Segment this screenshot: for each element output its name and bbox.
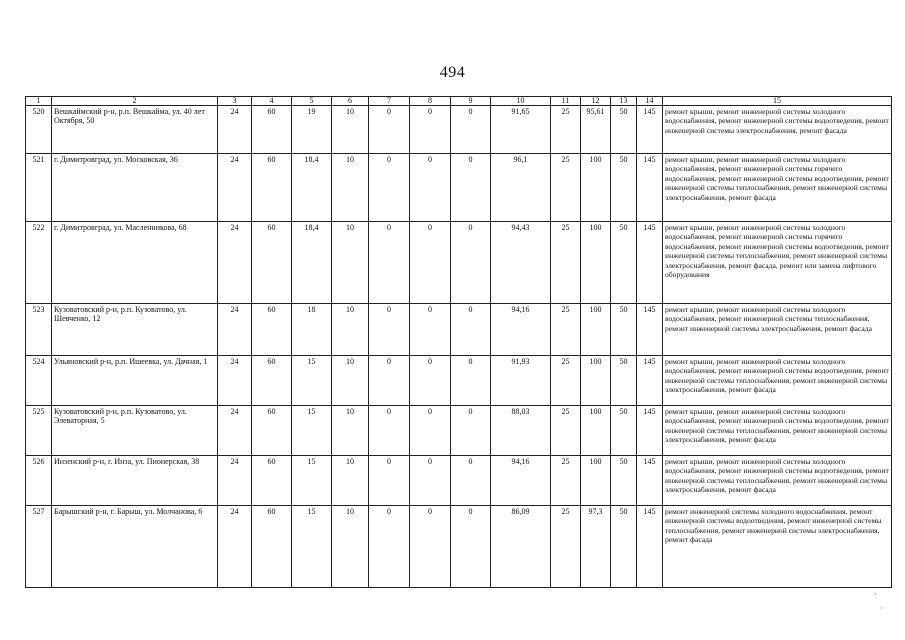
- table-row: [26, 456, 892, 506]
- value-cell: 0: [410, 106, 451, 154]
- col-header: 13: [611, 97, 637, 106]
- value-cell: 10: [332, 406, 369, 456]
- value-cell: 10: [332, 106, 369, 154]
- address-cell: Кузоватовский р-н, р.п. Кузоватово, ул. Шевченко, 12: [52, 304, 218, 356]
- address-cell: Вешкаймский р-н, р.п. Вешкайма, ул. 40 лет Октября, 50: [52, 106, 218, 154]
- value-cell: 91,65: [491, 106, 551, 154]
- value-cell: 25: [551, 506, 581, 588]
- value-cell: 0: [451, 506, 491, 588]
- col-header: 5: [292, 97, 332, 106]
- table-row: [26, 222, 892, 304]
- value-cell: 24: [218, 154, 252, 222]
- table-row: [26, 154, 892, 222]
- value-cell: 145: [637, 154, 663, 222]
- value-cell: 25: [551, 304, 581, 356]
- value-cell: 60: [252, 356, 292, 406]
- value-cell: 100: [581, 356, 611, 406]
- row-index: 523: [26, 304, 52, 356]
- value-cell: 145: [637, 304, 663, 356]
- works-cell: ремонт инженерной системы холодного водоснабжения, ремонт инженерной системы водоотведения, ремонт инженерной системы теплоснабжения, ремонт инженерной системы электроснабжения, ремонт фасада: [663, 506, 892, 588]
- value-cell: 15: [292, 356, 332, 406]
- value-cell: 86,09: [491, 506, 551, 588]
- value-cell: 0: [410, 406, 451, 456]
- value-cell: 0: [369, 506, 410, 588]
- value-cell: 60: [252, 456, 292, 506]
- value-cell: 10: [332, 222, 369, 304]
- value-cell: 100: [581, 456, 611, 506]
- value-cell: 10: [332, 456, 369, 506]
- works-cell: ремонт крыши, ремонт инженерной системы холодного водоснабжения, ремонт инженерной системы теплоснабжения, ремонт инженерной системы электроснабжения, ремонт фасада: [663, 304, 892, 356]
- col-header: 12: [581, 97, 611, 106]
- value-cell: 50: [611, 106, 637, 154]
- works-cell: ремонт крыши, ремонт инженерной системы холодного водоснабжения, ремонт инженерной системы водоотведения, ремонт инженерной системы теплоснабжения, ремонт инженерной системы электроснабжения, ремонт фасада: [663, 356, 892, 406]
- value-cell: 100: [581, 154, 611, 222]
- value-cell: 0: [451, 304, 491, 356]
- value-cell: 0: [369, 222, 410, 304]
- works-cell: ремонт крыши, ремонт инженерной системы холодного водоснабжения, ремонт инженерной системы водоотведения, ремонт инженерной системы теплоснабжения, ремонт инженерной системы электроснабжения, ремонт фасада: [663, 406, 892, 456]
- col-header: 4: [252, 97, 292, 106]
- address-cell: Барышский р-н, г. Барыш, ул. Молчанова, 6: [52, 506, 218, 588]
- value-cell: 25: [551, 456, 581, 506]
- address-cell: Ульяновский р-н, р.п. Ишеевка, ул. Дачная, 1: [52, 356, 218, 406]
- value-cell: 96,1: [491, 154, 551, 222]
- value-cell: 0: [410, 304, 451, 356]
- value-cell: 24: [218, 106, 252, 154]
- row-index: 526: [26, 456, 52, 506]
- value-cell: 0: [451, 456, 491, 506]
- value-cell: 0: [369, 456, 410, 506]
- value-cell: 100: [581, 222, 611, 304]
- col-header: 15: [663, 97, 892, 106]
- table-row: [26, 356, 892, 406]
- value-cell: 25: [551, 106, 581, 154]
- value-cell: 145: [637, 456, 663, 506]
- address-cell: Инзенский р-н, г. Инза, ул. Пионерская, 38: [52, 456, 218, 506]
- page-number: 494: [439, 64, 466, 81]
- value-cell: 18,4: [292, 154, 332, 222]
- value-cell: 24: [218, 356, 252, 406]
- value-cell: 0: [451, 356, 491, 406]
- value-cell: 0: [410, 154, 451, 222]
- row-index: 521: [26, 154, 52, 222]
- value-cell: 145: [637, 406, 663, 456]
- value-cell: 91,93: [491, 356, 551, 406]
- value-cell: 50: [611, 304, 637, 356]
- value-cell: 0: [451, 154, 491, 222]
- registry-table: [25, 96, 892, 588]
- value-cell: 0: [410, 506, 451, 588]
- table-row: [26, 406, 892, 456]
- value-cell: 60: [252, 506, 292, 588]
- value-cell: 60: [252, 222, 292, 304]
- col-header: 3: [218, 97, 252, 106]
- col-header: 9: [451, 97, 491, 106]
- value-cell: 15: [292, 406, 332, 456]
- scan-artifact: ·: [874, 590, 877, 599]
- col-header: 10: [491, 97, 551, 106]
- value-cell: 94,16: [491, 304, 551, 356]
- value-cell: 100: [581, 406, 611, 456]
- value-cell: 0: [369, 106, 410, 154]
- works-cell: ремонт крыши, ремонт инженерной системы холодного водоснабжения, ремонт инженерной системы горячего водоснабжения, ремонт инженерной системы водоотведения, ремонт инженерной системы теплоснабжения, ремонт инженерной системы электроснабжения, ремонт фасада: [663, 154, 892, 222]
- col-header: 7: [369, 97, 410, 106]
- value-cell: 100: [581, 304, 611, 356]
- scan-artifact: ·: [880, 604, 883, 613]
- value-cell: 18,4: [292, 222, 332, 304]
- value-cell: 10: [332, 506, 369, 588]
- works-cell: ремонт крыши, ремонт инженерной системы холодного водоснабжения, ремонт инженерной системы горячего водоснабжения, ремонт инженерной системы водоотведения, ремонт инженерной системы теплоснабжения, ремонт инженерной системы электроснабжения, ремонт фасада, ремонт или замена лифтового оборудования: [663, 222, 892, 304]
- value-cell: 50: [611, 406, 637, 456]
- value-cell: 19: [292, 106, 332, 154]
- value-cell: 24: [218, 222, 252, 304]
- value-cell: 0: [369, 154, 410, 222]
- value-cell: 24: [218, 456, 252, 506]
- value-cell: 50: [611, 506, 637, 588]
- value-cell: 0: [451, 222, 491, 304]
- address-cell: г. Димитровград, ул. Московская, 36: [52, 154, 218, 222]
- header-row: [26, 97, 892, 106]
- value-cell: 50: [611, 356, 637, 406]
- row-index: 522: [26, 222, 52, 304]
- value-cell: 25: [551, 154, 581, 222]
- table-row: [26, 506, 892, 588]
- address-cell: г. Димитровград, ул. Масленникова, 68: [52, 222, 218, 304]
- value-cell: 145: [637, 106, 663, 154]
- col-header: 2: [52, 97, 218, 106]
- value-cell: 24: [218, 304, 252, 356]
- value-cell: 95,61: [581, 106, 611, 154]
- value-cell: 60: [252, 106, 292, 154]
- value-cell: 18: [292, 304, 332, 356]
- value-cell: 0: [451, 106, 491, 154]
- value-cell: 50: [611, 456, 637, 506]
- table-row: [26, 304, 892, 356]
- works-cell: ремонт крыши, ремонт инженерной системы холодного водоснабжения, ремонт инженерной системы водоотведения, ремонт инженерной системы электроснабжения, ремонт фасада: [663, 106, 892, 154]
- col-header: 8: [410, 97, 451, 106]
- value-cell: 145: [637, 222, 663, 304]
- row-index: 524: [26, 356, 52, 406]
- row-index: 520: [26, 106, 52, 154]
- value-cell: 60: [252, 154, 292, 222]
- value-cell: 15: [292, 456, 332, 506]
- address-cell: Кузоватовский р-н, р.п. Кузоватово, ул. Элеваторная, 5: [52, 406, 218, 456]
- value-cell: 94,43: [491, 222, 551, 304]
- value-cell: 97,3: [581, 506, 611, 588]
- value-cell: 25: [551, 406, 581, 456]
- value-cell: 0: [410, 456, 451, 506]
- value-cell: 15: [292, 506, 332, 588]
- value-cell: 24: [218, 406, 252, 456]
- value-cell: 60: [252, 406, 292, 456]
- table-row: [26, 106, 892, 154]
- value-cell: 25: [551, 356, 581, 406]
- row-index: 525: [26, 406, 52, 456]
- value-cell: 88,03: [491, 406, 551, 456]
- value-cell: 50: [611, 154, 637, 222]
- value-cell: 10: [332, 154, 369, 222]
- value-cell: 10: [332, 304, 369, 356]
- value-cell: 0: [451, 406, 491, 456]
- value-cell: 24: [218, 506, 252, 588]
- col-header: 11: [551, 97, 581, 106]
- value-cell: 25: [551, 222, 581, 304]
- col-header: 14: [637, 97, 663, 106]
- value-cell: 94,16: [491, 456, 551, 506]
- value-cell: 0: [369, 356, 410, 406]
- value-cell: 60: [252, 304, 292, 356]
- value-cell: 50: [611, 222, 637, 304]
- value-cell: 145: [637, 356, 663, 406]
- works-cell: ремонт крыши, ремонт инженерной системы холодного водоснабжения, ремонт инженерной системы водоотведения, ремонт инженерной системы теплоснабжения, ремонт инженерной системы электроснабжения, ремонт фасада: [663, 456, 892, 506]
- value-cell: 145: [637, 506, 663, 588]
- col-header: 6: [332, 97, 369, 106]
- value-cell: 10: [332, 356, 369, 406]
- value-cell: 0: [410, 356, 451, 406]
- value-cell: 0: [410, 222, 451, 304]
- col-header: 1: [26, 97, 52, 106]
- value-cell: 0: [369, 406, 410, 456]
- row-index: 527: [26, 506, 52, 588]
- value-cell: 0: [369, 304, 410, 356]
